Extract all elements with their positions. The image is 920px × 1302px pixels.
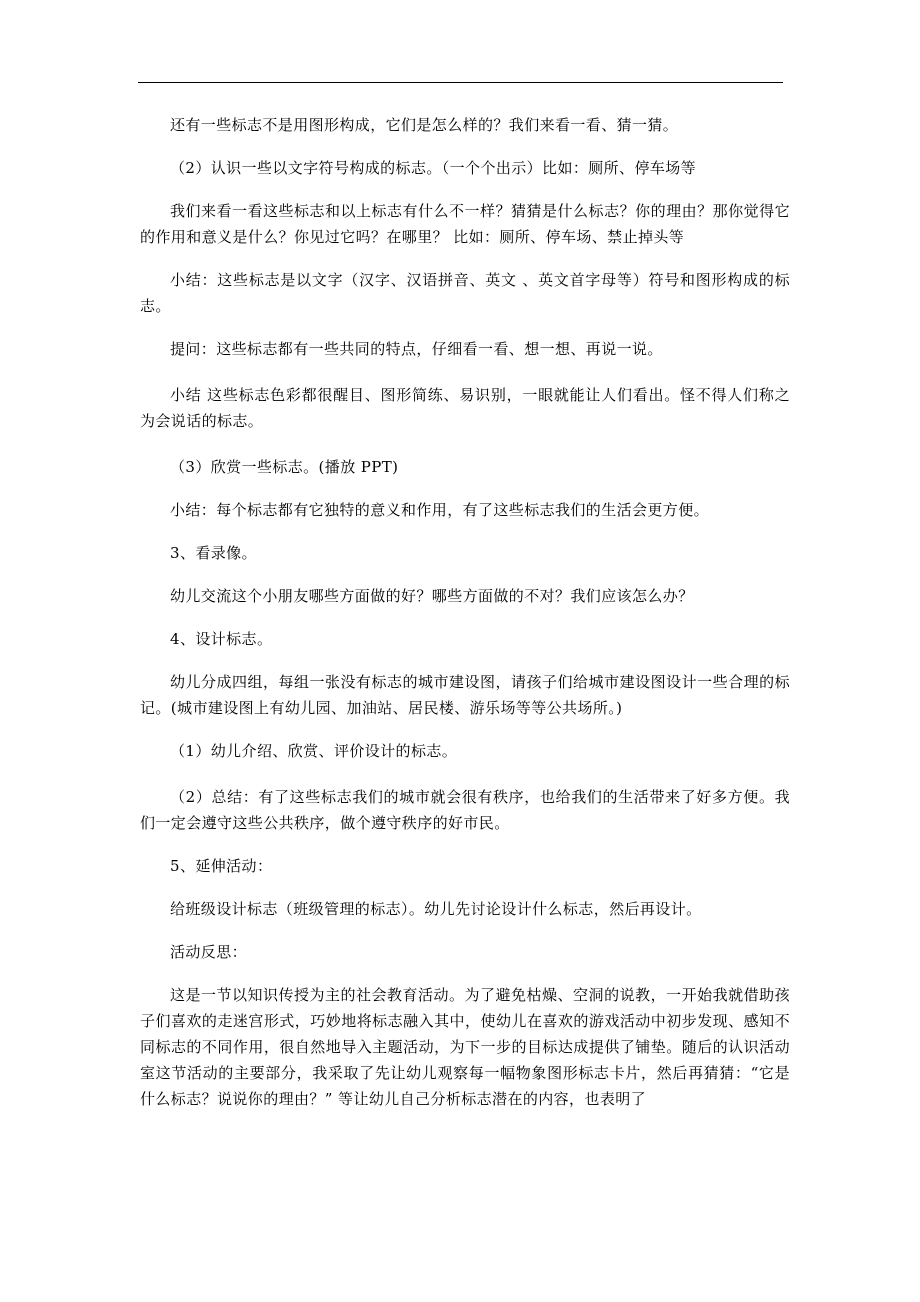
paragraph: 我们来看一看这些标志和以上标志有什么不一样？猜猜是什么标志？你的理由？那你觉得它的作用和意义是什么？你见过它吗？在哪里？ 比如：厕所、停车场、禁止掉头等 bbox=[140, 202, 790, 246]
paragraph: （3）欣赏一些标志。(播放 PPT) bbox=[170, 458, 399, 476]
section-heading: 5、延伸活动： bbox=[170, 857, 273, 875]
paragraph: 幼儿交流这个小朋友哪些方面做的好？哪些方面做的不对？我们应该怎么办？ bbox=[170, 587, 694, 605]
paragraph: 小结：每个标志都有它独特的意义和作用，有了这些标志我们的生活会更方便。 bbox=[170, 501, 710, 519]
paragraph: （2）认识一些以文字符号构成的标志。（一个个出示）比如：厕所、停车场等 bbox=[170, 159, 697, 177]
header-rule bbox=[138, 82, 783, 83]
paragraph: （1）幼儿介绍、欣赏、评价设计的标志。 bbox=[170, 742, 458, 760]
document-body bbox=[140, 112, 790, 1112]
section-heading: 活动反思： bbox=[170, 943, 248, 961]
paragraph: （2）总结：有了这些标志我们的城市就会很有秩序，也给我们的生活带来了好多方便。我们一定会遵守这些公共秩序，做个遵守秩序的好市民。 bbox=[140, 788, 790, 832]
paragraph: 小结：这些标志是以文字（汉字、汉语拼音、英文 、英文首字母等）符号和图形构成的标志。 bbox=[140, 271, 790, 315]
paragraph: 给班级设计标志（班级管理的标志）。幼儿先讨论设计什么标志，然后再设计。 bbox=[170, 900, 702, 918]
paragraph: 提问：这些标志都有一些共同的特点，仔细看一看、想一想、再说一说。 bbox=[170, 340, 663, 358]
section-heading: 4、设计标志。 bbox=[170, 630, 273, 648]
paragraph: 幼儿分成四组，每组一张没有标志的城市建设图，请孩子们给城市建设图设计一些合理的标记。(城市建设图上有幼儿园、加油站、居民楼、游乐场等等公共场所。) bbox=[140, 673, 790, 717]
paragraph: 还有一些标志不是用图形构成，它们是怎么样的？我们来看一看、猜一猜。 bbox=[170, 116, 679, 134]
section-heading: 3、看录像。 bbox=[170, 544, 257, 562]
paragraph: 小结 这些标志色彩都很醒目、图形简练、易识别，一眼就能让人们看出。怪不得人们称之为会说话的标志。 bbox=[140, 386, 790, 430]
paragraph: 这是一节以知识传授为主的社会教育活动。为了避免枯燥、空洞的说教，一开始我就借助孩子们喜欢的走迷宫形式，巧妙地将标志融入其中，使幼儿在喜欢的游戏活动中初步发现、感知不同标志的不同作用，很自然地导入主题活动，为下一步的目标达成提供了铺垫。随后的认识活动室这节活动的主要部分，我采取了先让幼儿观察每一幅物象图形标志卡片，然后再猜猜：“它是什么标志？说说你的理由？” 等让幼儿自己分析标志潜在的内容，也表明了 bbox=[140, 986, 790, 1108]
